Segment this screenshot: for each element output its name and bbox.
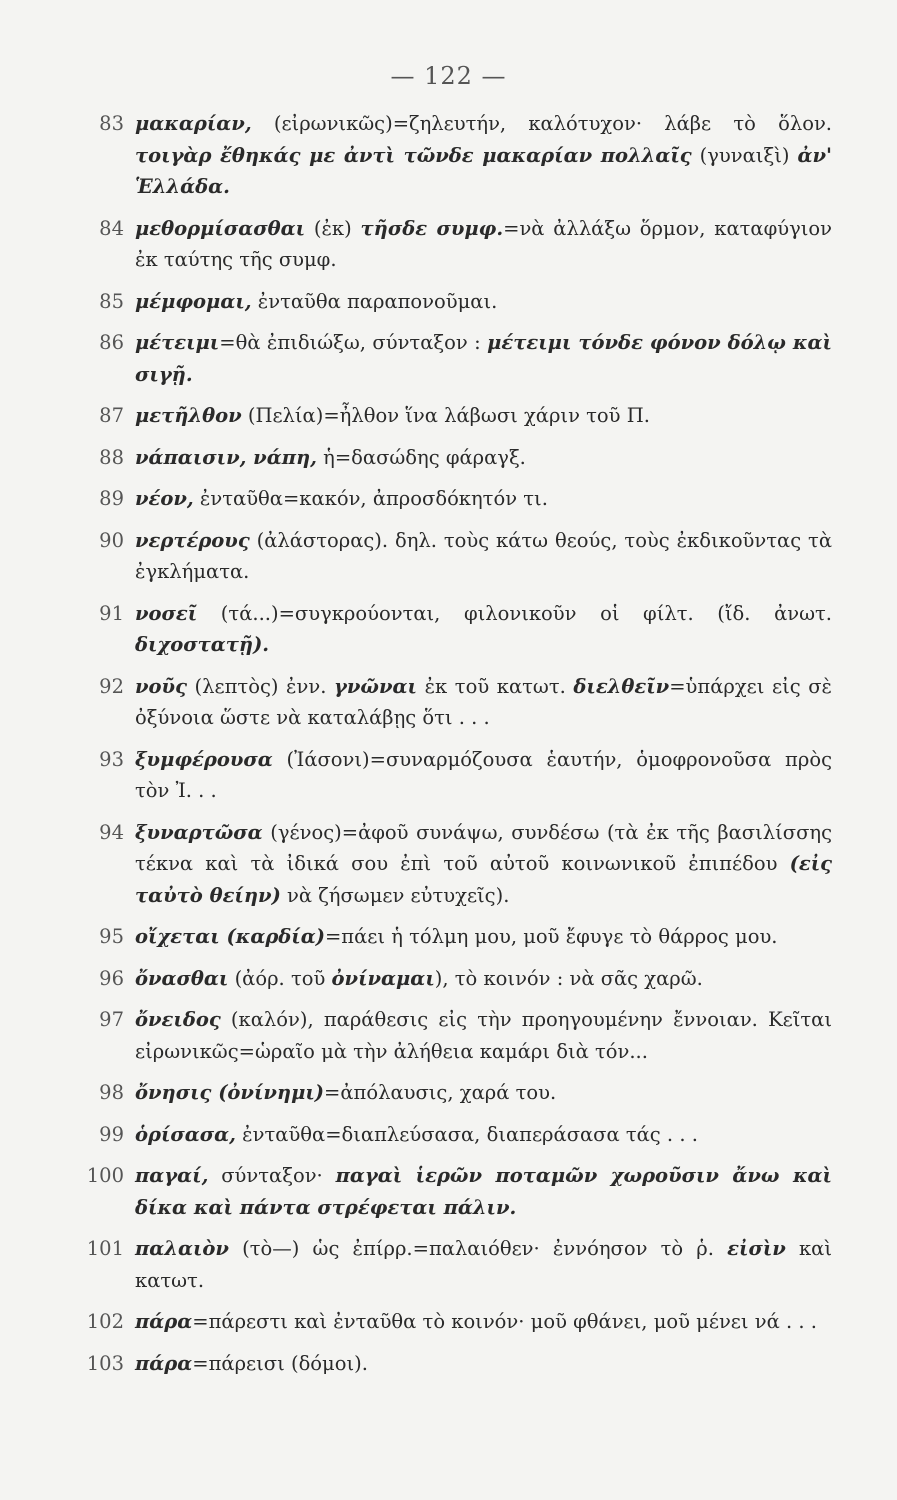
entry-text: μετῆλθον (Πελία)=ἦλθον ἵνα λάβωσι χάριν τοῦ Π.: [135, 404, 650, 427]
glossary-entry: [72, 525, 832, 588]
entry-number: 103: [86, 1351, 124, 1375]
entry-text: ὄνησις (ὀνίνημι)=ἀπόλαυσις, χαρά του.: [135, 1081, 557, 1104]
entry-number: 84: [99, 216, 124, 240]
glossary-entry: [72, 1306, 832, 1338]
entry-text: πάρα=πάρεισι (δόμοι).: [135, 1351, 368, 1375]
entry-number: 87: [99, 404, 124, 427]
entry-text: παλαιὸν (τὸ—) ὡς ἐπίρρ.=παλαιόθεν· ἐννόησον τὸ ῥ. εἰσὶν καὶ κατωτ.: [135, 1237, 832, 1292]
glossary-entry: [72, 442, 832, 474]
entry-text: μεθορμίσασθαι (ἐκ) τῆσδε συμφ.=νὰ ἀλλάξω ὅρμον, καταφύγιον ἐκ ταύτης τῆς συμφ.: [135, 216, 833, 271]
entry-number: 95: [99, 925, 124, 948]
glossary-entry: [72, 1077, 832, 1109]
glossary-entry: [72, 1119, 832, 1151]
entry-text: ὄνειδος (καλόν), παράθεσις εἰς τὴν προηγουμένην ἔννοιαν. Κεῖται εἰρωνικῶς=ὡραῖο μὰ τὴν ἀλήθεια καμάρι διὰ τόν...: [135, 1008, 832, 1063]
entry-number: 101: [86, 1237, 124, 1260]
entry-text: νερτέρους (ἀλάστορας). δηλ. τοὺς κάτω θεούς, τοὺς ἐκδικοῦντας τὰ ἐγκλήματα.: [135, 528, 832, 583]
glossary-entry: [72, 963, 832, 995]
page-number: — 122 —: [390, 62, 507, 90]
glossary-entry: [72, 671, 832, 734]
glossary-entry: [72, 598, 832, 661]
entry-number: 94: [99, 820, 124, 844]
entry-text: μέτειμι=θὰ ἐπιδιώξω, σύνταξον : μέτειμι τόνδε φόνον δόλῳ καὶ σιγῇ.: [135, 331, 832, 386]
glossary-entry: [72, 108, 832, 203]
glossary-entry: [72, 1233, 832, 1296]
entry-number: 98: [99, 1081, 124, 1104]
entry-text: ξυμφέρουσα (Ἰάσονι)=συναρμόζουσα ἑαυτήν, ὁμοφρονοῦσα πρὸς τὸν Ἰ. . .: [135, 747, 832, 802]
glossary-entries: [72, 108, 832, 1389]
entry-text: νοσεῖ (τά...)=συγκρούονται, φιλονικοῦν οἱ φίλτ. (ἴδ. ἀνωτ. διχοστατῇ).: [135, 601, 832, 656]
entry-text: μακαρίαν, (εἰρωνικῶς)=ζηλευτήν, καλότυχον· λάβε τὸ ὅλον. τοιγὰρ ἔθηκάς με ἀντὶ τῶνδε μακαρίαν πολλαῖς (γυναιξὶ) ἀν' Ἑλλάδα.: [135, 112, 832, 198]
glossary-entry: [72, 1160, 832, 1223]
entry-text: νέον, ἐνταῦθα=κακόν, ἀπροσδόκητόν τι.: [135, 487, 548, 510]
entry-text: ξυναρτῶσα (γένος)=ἀφοῦ συνάψω, συνδέσω (τὰ ἐκ τῆς βασιλίσσης τέκνα καὶ τὰ ἰδικά σου ἐπὶ τοῦ αὐτοῦ κοινωνικοῦ ἐπιπέδου (εἰς ταὐτὸ θείην) νὰ ζήσωμεν εὐτυχεῖς).: [135, 820, 832, 907]
entry-number: 97: [99, 1008, 124, 1031]
entry-text: οἴχεται (καρδία)=πάει ἡ τόλμη μου, μοῦ ἔφυγε τὸ θάρρος μου.: [135, 925, 778, 948]
entry-text: μέμφομαι, ἐνταῦθα παραπονοῦμαι.: [135, 289, 498, 313]
entry-number: 89: [99, 487, 124, 510]
entry-text: πάρα=πάρεστι καὶ ἐνταῦθα τὸ κοινόν· μοῦ φθάνει, μοῦ μένει νά . . .: [135, 1310, 817, 1333]
entry-number: 96: [99, 966, 124, 990]
entry-number: 83: [99, 112, 124, 135]
entry-number: 88: [99, 445, 124, 469]
entry-number: 93: [99, 747, 124, 771]
entry-number: 91: [99, 601, 124, 625]
glossary-entry: [72, 400, 832, 432]
entry-text: ὄνασθαι (ἀόρ. τοῦ ὀνίναμαι), τὸ κοινόν : νὰ σᾶς χαρῶ.: [135, 966, 703, 990]
entry-text: νάπαισιν, νάπη, ἡ=δασώδης φάραγξ.: [135, 445, 526, 469]
entry-text: ὁρίσασα, ἐνταῦθα=διαπλεύσασα, διαπεράσασα τάς . . .: [135, 1122, 698, 1146]
entry-number: 92: [99, 674, 124, 698]
entry-text: νοῦς (λεπτὸς) ἐνν. γνῶναι ἐκ τοῦ κατωτ. διελθεῖν=ὑπάρχει εἰς σὲ ὀξύνοια ὥστε νὰ καταλάβῃς ὅτι . . .: [135, 674, 833, 729]
entry-number: 100: [86, 1164, 124, 1187]
entry-number: 86: [99, 331, 124, 354]
glossary-entry: [72, 921, 832, 953]
glossary-entry: [72, 213, 832, 276]
glossary-entry: [72, 744, 832, 807]
entry-text: παγαί, σύνταξον· παγαὶ ἱερῶν ποταμῶν χωροῦσιν ἄνω καὶ δίκα καὶ πάντα στρέφεται πάλιν.: [135, 1164, 832, 1219]
glossary-entry: [72, 1004, 832, 1067]
glossary-entry: [72, 286, 832, 318]
glossary-entry: [72, 483, 832, 515]
entry-number: 85: [99, 289, 124, 313]
entry-number: 102: [86, 1310, 124, 1333]
entry-number: 90: [99, 528, 124, 552]
glossary-entry: [72, 1348, 832, 1380]
glossary-entry: [72, 817, 832, 912]
glossary-entry: [72, 327, 832, 390]
entry-number: 99: [99, 1122, 124, 1146]
